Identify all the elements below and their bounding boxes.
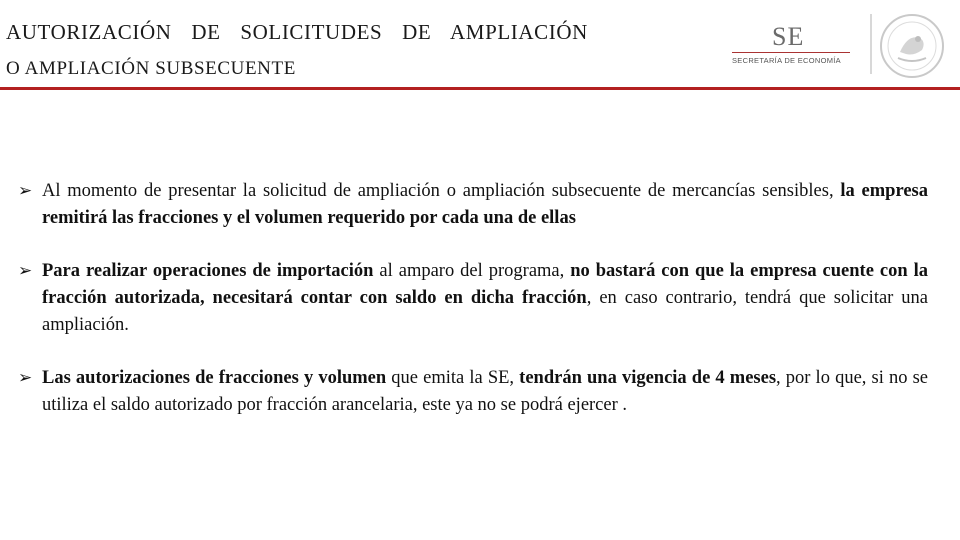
bullet-list — [18, 178, 928, 445]
se-logo-rule — [732, 52, 850, 53]
bullet-item — [18, 258, 928, 339]
bullet-text: , por lo que, si no se utiliza el saldo autorizado por fracción arancelaria, este ya no se podrá ejercer . — [42, 368, 929, 415]
bullet-text-bold: no bastará con que la empresa cuente con la fracción autorizada, necesitará contar con saldo en dicha fracción — [42, 261, 928, 308]
arrow-bullet-icon: ➢ — [18, 368, 33, 388]
arrow-bullet-icon: ➢ — [18, 181, 33, 201]
bullet-text-bold: tendrán una vigencia de 4 meses — [519, 368, 777, 388]
bullet-text-bold: Las autorizaciones de fracciones y volumen — [42, 368, 387, 388]
slide-title-line-2: O AMPLIACIÓN SUBSECUENTE — [6, 58, 296, 79]
se-logo-abbr: SE — [772, 22, 805, 51]
header-divider — [0, 87, 960, 90]
slide-title-line-1: AUTORIZACIÓN DE SOLICITUDES DE AMPLIACIÓN — [6, 20, 588, 44]
bullet-item — [18, 365, 928, 419]
arrow-bullet-icon: ➢ — [18, 261, 33, 281]
mexico-coat-of-arms-icon — [878, 12, 946, 80]
bullet-text: al amparo del programa, — [373, 261, 571, 281]
se-logo-subtitle: SECRETARÍA DE ECONOMÍA — [732, 56, 841, 65]
bullet-text: que emita la SE, — [386, 368, 520, 388]
bullet-item — [18, 178, 928, 232]
se-logo — [732, 22, 852, 70]
bullet-text: , en caso contrario, tendrá que solicitar una ampliación. — [42, 288, 928, 335]
bullet-text: Al momento de presentar la solicitud de ampliación o ampliación subsecuente de mercancías sensibles, — [42, 181, 841, 201]
bullet-text-bold: Para realizar operaciones de importación — [42, 261, 374, 281]
bullet-text-bold: la empresa remitirá las fracciones y el volumen requerido por cada una de ellas — [42, 181, 928, 228]
logo-divider — [870, 14, 872, 74]
